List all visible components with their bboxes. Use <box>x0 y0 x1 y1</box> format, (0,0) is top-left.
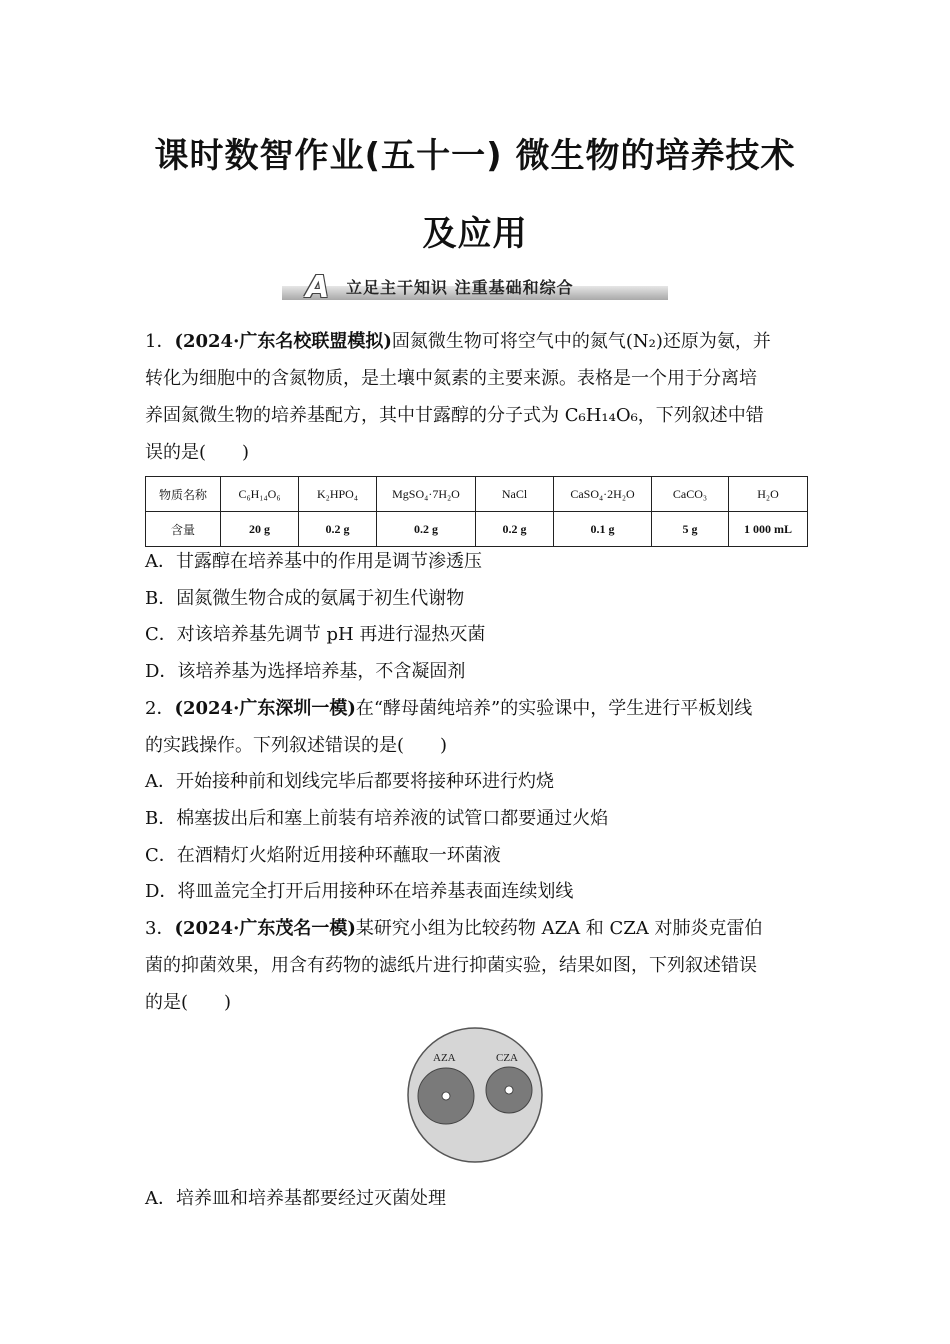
table-cell: 含量 <box>146 512 221 547</box>
q2-option-b: B．棉塞拔出后和塞上前装有培养液的试管口都要通过火焰 <box>145 808 609 829</box>
q2-number: 2． <box>145 698 175 719</box>
table-header-cell: MgSO₄·7H₂O <box>377 477 476 512</box>
q2-option-a: A．开始接种前和划线完毕后都要将接种环进行灼烧 <box>145 771 554 792</box>
q1-line-1 <box>145 330 771 354</box>
q1-line-3: 养固氮微生物的培养基配方，其中甘露醇的分子式为 C₆H₁₄O₆，下列叙述中错 <box>145 405 764 426</box>
medium-recipe-table <box>145 476 808 547</box>
table-header-row <box>146 477 808 512</box>
q1-option-c: C．对该培养基先调节 pH 再进行湿热灭菌 <box>145 624 486 645</box>
page-title-line-2: 及应用 <box>422 214 528 254</box>
q1-line-1-text: 固氮微生物可将空气中的氮气(N₂)还原为氨，并 <box>391 331 771 352</box>
table-cell: 5 g <box>652 512 729 547</box>
q2-line-2: 的实践操作。下列叙述错误的是( ) <box>145 735 448 756</box>
page-title-line-1: 课时数智作业(五十一) 微生物的培养技术 <box>154 136 796 176</box>
table-cell: 0.2 g <box>299 512 377 547</box>
q3-number: 3． <box>145 918 175 939</box>
q1-option-d: D．该培养基为选择培养基，不含凝固剂 <box>145 661 466 682</box>
q3-line-2: 菌的抑菌效果，用含有药物的滤纸片进行抑菌实验，结果如图，下列叙述错误 <box>145 955 757 976</box>
q3-line-1 <box>145 917 763 941</box>
table-cell: 0.2 g <box>377 512 476 547</box>
q1-line-2: 转化为细胞中的含氮物质，是土壤中氮素的主要来源。表格是一个用于分离培 <box>145 368 757 389</box>
q1-source: (2024·广东名校联盟模拟) <box>174 331 392 352</box>
banner-letter: A <box>306 270 330 305</box>
table-cell: 1 000 mL <box>729 512 808 547</box>
table-cell: 0.1 g <box>554 512 652 547</box>
q2-line-1-text: 在“酵母菌纯培养”的实验课中，学生进行平板划线 <box>355 698 753 719</box>
banner-text: 立足主干知识 注重基础和综合 <box>346 278 574 297</box>
q2-source: (2024·广东深圳一模) <box>174 698 356 719</box>
petri-dish-figure <box>405 1025 545 1165</box>
q2-line-1 <box>145 697 752 721</box>
aza-filter-disc <box>442 1092 450 1100</box>
table-header-cell: C₆H₁₄O₆ <box>221 477 299 512</box>
q3-line-1-text: 某研究小组为比较药物 AZA 和 CZA 对肺炎克雷伯 <box>355 918 763 939</box>
table-header-cell: CaCO₃ <box>652 477 729 512</box>
q1-line-4: 误的是( ) <box>145 442 250 463</box>
q2-option-d: D．将皿盖完全打开后用接种环在培养基表面连续划线 <box>145 881 574 902</box>
q3-line-3: 的是( ) <box>145 992 232 1013</box>
section-banner <box>282 270 668 304</box>
table-header-cell: H₂O <box>729 477 808 512</box>
aza-label: AZA <box>433 1052 456 1064</box>
table-cell: 20 g <box>221 512 299 547</box>
q1-option-b: B．固氮微生物合成的氨属于初生代谢物 <box>145 588 465 609</box>
table-header-cell: CaSO₄·2H₂O <box>554 477 652 512</box>
table-header-cell: K₂HPO₄ <box>299 477 377 512</box>
q3-source: (2024·广东茂名一模) <box>174 918 356 939</box>
table-cell: 0.2 g <box>476 512 554 547</box>
q3-option-a: A．培养皿和培养基都要经过灭菌处理 <box>145 1188 446 1209</box>
q2-option-c: C．在酒精灯火焰附近用接种环蘸取一环菌液 <box>145 845 501 866</box>
q1-option-a: A．甘露醇在培养基中的作用是调节渗透压 <box>145 551 482 572</box>
table-header-cell: 物质名称 <box>146 477 221 512</box>
cza-label: CZA <box>496 1052 518 1064</box>
q1-number: 1． <box>145 331 175 352</box>
cza-filter-disc <box>505 1086 513 1094</box>
table-row <box>146 512 808 547</box>
table-header-cell: NaCl <box>476 477 554 512</box>
